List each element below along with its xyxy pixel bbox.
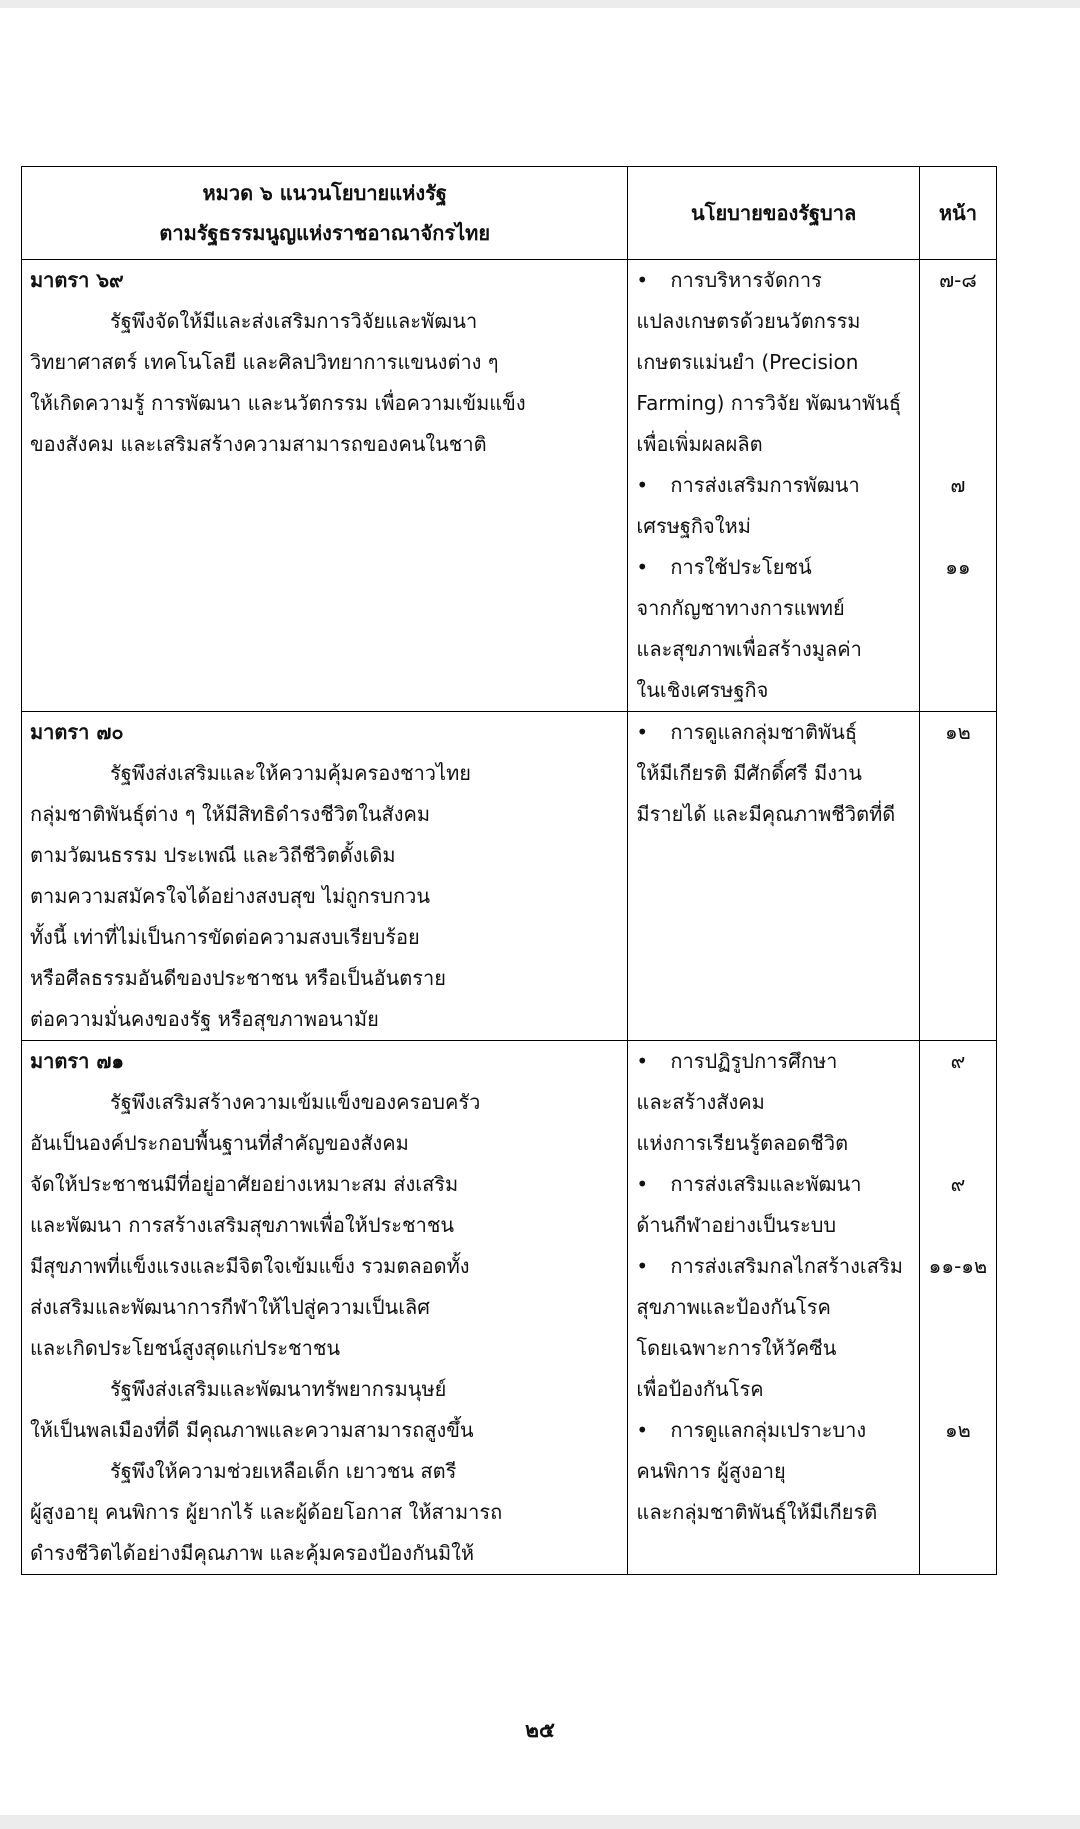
page-reference: ๗ xyxy=(950,473,966,497)
page-cell xyxy=(919,260,996,712)
page-spacer xyxy=(928,1369,988,1410)
policy-line-text: การส่งเสริมและพัฒนา xyxy=(670,1172,862,1196)
page-spacer xyxy=(928,424,988,465)
law-text-line: จัดให้ประชาชนมีที่อยู่อาศัยอย่างเหมาะสม ส่งเสริม xyxy=(30,1172,459,1196)
policy-line-text: การใช้ประโยชน์ xyxy=(670,555,812,579)
bullet-icon: • xyxy=(636,720,649,744)
law-text-line: ผู้สูงอายุ คนพิการ ผู้ยากไร้ และผู้ด้อยโอกาส ให้สามารถ xyxy=(30,1500,503,1524)
header-constitution-line: หมวด ๖ แนวนโยบายแห่งรัฐ xyxy=(202,181,447,205)
policy-line xyxy=(636,465,910,506)
page-spacer xyxy=(928,383,988,424)
page-spacer xyxy=(928,1328,988,1369)
page-spacer xyxy=(928,301,988,342)
policy-line-text: การบริหารจัดการ xyxy=(670,268,822,292)
policy-line xyxy=(636,1410,910,1451)
header-policy: นโยบายของรัฐบาล xyxy=(628,167,919,260)
policy-line: และสุขภาพเพื่อสร้างมูลค่า xyxy=(636,637,862,661)
page-spacer xyxy=(928,1123,988,1164)
page-spacer xyxy=(928,670,988,711)
policy-line: ในเชิงเศรษฐกิจ xyxy=(636,678,769,702)
bullet-icon: • xyxy=(636,1418,649,1442)
law-text-line: รัฐพึงส่งเสริมและให้ความคุ้มครองชาวไทย xyxy=(110,761,471,785)
document-page xyxy=(0,8,1080,1815)
policy-table xyxy=(21,166,997,1575)
policy-line-text: การส่งเสริมการพัฒนา xyxy=(670,473,860,497)
page-reference: ๗-๘ xyxy=(939,268,977,292)
law-text-line: ให้เป็นพลเมืองที่ดี มีคุณภาพและความสามารถสูงขึ้น xyxy=(30,1418,474,1442)
policy-line: ให้มีเกียรติ มีศักดิ์ศรี มีงาน xyxy=(636,761,862,785)
law-text-line: รัฐพึงเสริมสร้างความเข้มแข็งของครอบครัว xyxy=(110,1090,481,1114)
policy-line: มีรายได้ และมีคุณภาพชีวิตที่ดี xyxy=(636,802,896,826)
page-cell xyxy=(919,1041,996,1575)
law-text-line: ส่งเสริมและพัฒนาการกีฬาให้ไปสู่ความเป็นเลิศ xyxy=(30,1295,430,1319)
page-spacer xyxy=(928,1082,988,1123)
policy-line xyxy=(636,1246,910,1287)
law-text-line: ให้เกิดความรู้ การพัฒนา และนวัตกรรม เพื่อความเข้มแข็ง xyxy=(30,391,526,415)
law-text-line: หรือศีลธรรมอันดีของประชาชน หรือเป็นอันตราย xyxy=(30,966,446,990)
policy-cell xyxy=(628,260,919,712)
table-row xyxy=(22,260,997,712)
law-text-line: รัฐพึงให้ความช่วยเหลือเด็ก เยาวชน สตรี xyxy=(110,1459,457,1483)
section-title: มาตรา ๗๑ xyxy=(30,1049,125,1073)
law-text-line: ทั้งนี้ เท่าที่ไม่เป็นการขัดต่อความสงบเรียบร้อย xyxy=(30,925,420,949)
policy-line: เศรษฐกิจใหม่ xyxy=(636,514,751,538)
policy-line: และสร้างสังคม xyxy=(636,1090,765,1114)
law-text-line: รัฐพึงจัดให้มีและส่งเสริมการวิจัยและพัฒนา xyxy=(110,309,478,333)
law-text-line: อันเป็นองค์ประกอบพื้นฐานที่สำคัญของสังคม xyxy=(30,1131,409,1155)
bullet-icon: • xyxy=(636,1254,649,1278)
page-spacer xyxy=(928,1451,988,1492)
law-text-line: ต่อความมั่นคงของรัฐ หรือสุขภาพอนามัย xyxy=(30,1007,379,1031)
bullet-icon: • xyxy=(636,473,649,497)
law-text-line: ของสังคม และเสริมสร้างความสามารถของคนในชาติ xyxy=(30,432,487,456)
policy-line xyxy=(636,1164,910,1205)
policy-item xyxy=(636,1164,910,1246)
page-spacer xyxy=(928,753,988,794)
policy-cell xyxy=(628,712,919,1041)
header-constitution xyxy=(22,167,628,260)
policy-item xyxy=(636,547,910,711)
policy-line xyxy=(636,260,910,301)
policy-item xyxy=(636,712,910,835)
policy-line-text: การส่งเสริมกลไกสร้างเสริม xyxy=(670,1254,903,1278)
policy-line xyxy=(636,547,910,588)
table-row xyxy=(22,712,997,1041)
policy-line xyxy=(636,1041,910,1082)
page-reference: ๙ xyxy=(950,1049,966,1073)
page-spacer xyxy=(928,794,988,835)
policy-line: เกษตรแม่นยำ (Precision xyxy=(636,350,859,374)
page-reference: ๑๒ xyxy=(944,720,971,744)
header-page: หน้า xyxy=(919,167,996,260)
policy-line: Farming) การวิจัย พัฒนาพันธุ์ xyxy=(636,391,902,415)
page-spacer xyxy=(928,588,988,629)
policy-line-text: การดูแลกลุ่มเปราะบาง xyxy=(670,1418,867,1442)
page-number: ๒๕ xyxy=(525,1718,555,1742)
constitution-cell xyxy=(22,260,628,712)
page-spacer xyxy=(928,506,988,547)
law-text-line: กลุ่มชาติพันธุ์ต่าง ๆ ให้มีสิทธิดำรงชีวิตในสังคม xyxy=(30,802,431,826)
page-cell xyxy=(919,712,996,1041)
law-text-line: และพัฒนา การสร้างเสริมสุขภาพเพื่อให้ประชาชน xyxy=(30,1213,455,1237)
page-reference: ๑๒ xyxy=(944,1418,971,1442)
constitution-cell xyxy=(22,712,628,1041)
bullet-icon: • xyxy=(636,1049,649,1073)
page-spacer xyxy=(928,1205,988,1246)
policy-item xyxy=(636,465,910,547)
bullet-icon: • xyxy=(636,555,649,579)
bullet-icon: • xyxy=(636,268,649,292)
policy-cell xyxy=(628,1041,919,1575)
policy-line: เพื่อป้องกันโรค xyxy=(636,1377,764,1401)
policy-item xyxy=(636,260,910,465)
law-text-line: ตามความสมัครใจได้อย่างสงบสุข ไม่ถูกรบกวน xyxy=(30,884,431,908)
law-text-line: มีสุขภาพที่แข็งแรงและมีจิตใจเข้มแข็ง รวมตลอดทั้ง xyxy=(30,1254,470,1278)
page-spacer xyxy=(928,1287,988,1328)
section-title: มาตรา ๖๙ xyxy=(30,268,124,292)
table-row xyxy=(22,1041,997,1575)
table-header-row xyxy=(22,167,997,260)
policy-item xyxy=(636,1246,910,1410)
law-text-line: ตามวัฒนธรรม ประเพณี และวิถีชีวิตดั้งเดิม xyxy=(30,843,396,867)
section-title: มาตรา ๗๐ xyxy=(30,720,124,744)
policy-line-text: การปฏิรูปการศึกษา xyxy=(670,1049,838,1073)
page-spacer xyxy=(928,1492,988,1533)
policy-item xyxy=(636,1410,910,1533)
header-constitution-line: ตามรัฐธรรมนูญแห่งราชอาณาจักรไทย xyxy=(159,221,491,245)
law-text-line: และเกิดประโยชน์สูงสุดแก่ประชาชน xyxy=(30,1336,341,1360)
law-text-line: ดำรงชีวิตได้อย่างมีคุณภาพ และคุ้มครองป้องกันมิให้ xyxy=(30,1541,475,1565)
policy-line: แปลงเกษตรด้วยนวัตกรรม xyxy=(636,309,861,333)
policy-line xyxy=(636,712,910,753)
page-reference: ๑๑-๑๒ xyxy=(928,1254,988,1278)
page-reference: ๙ xyxy=(950,1172,966,1196)
policy-line: คนพิการ ผู้สูงอายุ xyxy=(636,1459,786,1483)
policy-item xyxy=(636,1041,910,1164)
page-reference: ๑๑ xyxy=(945,555,971,579)
law-text-line: วิทยาศาสตร์ เทคโนโลยี และศิลปวิทยาการแขนงต่าง ๆ xyxy=(30,350,499,374)
policy-line: จากกัญชาทางการแพทย์ xyxy=(636,596,845,620)
policy-line: สุขภาพและป้องกันโรค xyxy=(636,1295,831,1319)
policy-line: เพื่อเพิ่มผลผลิต xyxy=(636,432,763,456)
constitution-cell xyxy=(22,1041,628,1575)
policy-line-text: การดูแลกลุ่มชาติพันธุ์ xyxy=(670,720,858,744)
policy-line: โดยเฉพาะการให้วัคซีน xyxy=(636,1336,837,1360)
policy-line: ด้านกีฬาอย่างเป็นระบบ xyxy=(636,1213,837,1237)
policy-line: และกลุ่มชาติพันธุ์ให้มีเกียรติ xyxy=(636,1500,878,1524)
law-text-line: รัฐพึงส่งเสริมและพัฒนาทรัพยากรมนุษย์ xyxy=(110,1377,447,1401)
bullet-icon: • xyxy=(636,1172,649,1196)
page-spacer xyxy=(928,342,988,383)
policy-line: แห่งการเรียนรู้ตลอดชีวิต xyxy=(636,1131,849,1155)
page-spacer xyxy=(928,629,988,670)
